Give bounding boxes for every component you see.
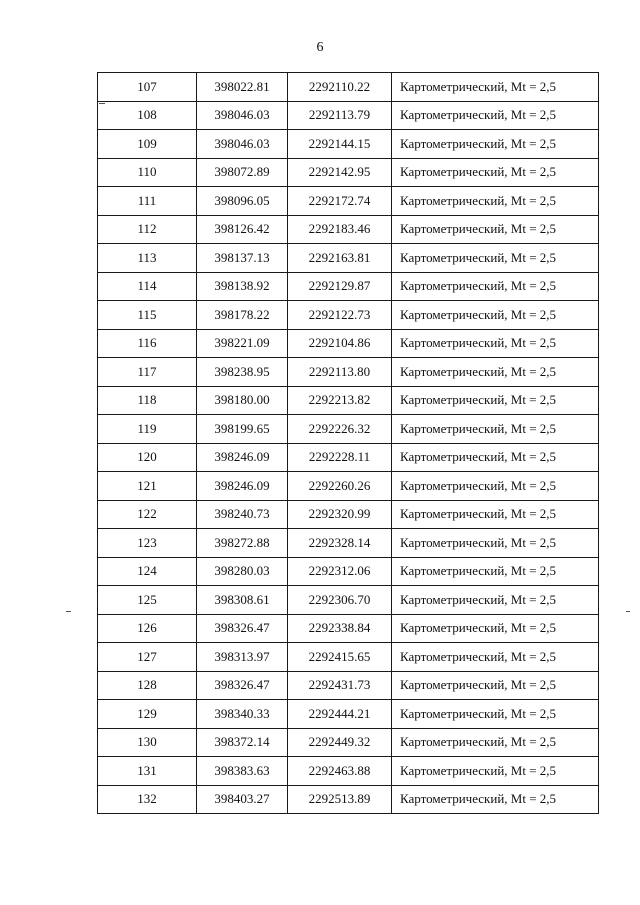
table-row [98, 472, 599, 501]
table-row [98, 101, 599, 130]
table-row [98, 614, 599, 643]
method-cell: Картометрический, Mt = 2,5 [392, 586, 599, 615]
table-row [98, 643, 599, 672]
table-row [98, 500, 599, 529]
y-coordinate-cell: 2292110.22 [288, 73, 392, 102]
point-number-cell: 109 [98, 130, 197, 159]
y-coordinate-cell: 2292213.82 [288, 386, 392, 415]
method-cell: Картометрический, Mt = 2,5 [392, 500, 599, 529]
point-number-cell: 126 [98, 614, 197, 643]
y-coordinate-cell: 2292172.74 [288, 187, 392, 216]
point-number-cell: 129 [98, 700, 197, 729]
y-coordinate-cell: 2292122.73 [288, 301, 392, 330]
table-row [98, 415, 599, 444]
table-row [98, 557, 599, 586]
x-coordinate-cell: 398138.92 [197, 272, 288, 301]
point-number-cell: 123 [98, 529, 197, 558]
point-number-cell: 111 [98, 187, 197, 216]
point-number-cell: 115 [98, 301, 197, 330]
table-row [98, 244, 599, 273]
method-cell: Картометрический, Mt = 2,5 [392, 73, 599, 102]
x-coordinate-cell: 398126.42 [197, 215, 288, 244]
method-cell: Картометрический, Mt = 2,5 [392, 529, 599, 558]
point-number-cell: 122 [98, 500, 197, 529]
point-number-cell: 114 [98, 272, 197, 301]
method-cell: Картометрический, Mt = 2,5 [392, 130, 599, 159]
method-cell: Картометрический, Mt = 2,5 [392, 158, 599, 187]
y-coordinate-cell: 2292513.89 [288, 785, 392, 814]
method-cell: Картометрический, Mt = 2,5 [392, 443, 599, 472]
point-number-cell: 112 [98, 215, 197, 244]
x-coordinate-cell: 398383.63 [197, 757, 288, 786]
x-coordinate-cell: 398280.03 [197, 557, 288, 586]
method-cell: Картометрический, Mt = 2,5 [392, 101, 599, 130]
table-row [98, 215, 599, 244]
table-row [98, 358, 599, 387]
point-number-cell: 108 [98, 101, 197, 130]
table-row [98, 386, 599, 415]
coordinates-table [97, 72, 599, 814]
table-row [98, 272, 599, 301]
table-row [98, 187, 599, 216]
x-coordinate-cell: 398096.05 [197, 187, 288, 216]
method-cell: Картометрический, Mt = 2,5 [392, 272, 599, 301]
y-coordinate-cell: 2292415.65 [288, 643, 392, 672]
method-cell: Картометрический, Mt = 2,5 [392, 386, 599, 415]
y-coordinate-cell: 2292228.11 [288, 443, 392, 472]
method-cell: Картометрический, Mt = 2,5 [392, 614, 599, 643]
x-coordinate-cell: 398340.33 [197, 700, 288, 729]
method-cell: Картометрический, Mt = 2,5 [392, 643, 599, 672]
point-number-cell: 121 [98, 472, 197, 501]
y-coordinate-cell: 2292431.73 [288, 671, 392, 700]
table-row [98, 586, 599, 615]
table-row [98, 700, 599, 729]
point-number-cell: 125 [98, 586, 197, 615]
x-coordinate-cell: 398308.61 [197, 586, 288, 615]
method-cell: Картометрический, Mt = 2,5 [392, 187, 599, 216]
x-coordinate-cell: 398240.73 [197, 500, 288, 529]
method-cell: Картометрический, Mt = 2,5 [392, 415, 599, 444]
method-cell: Картометрический, Mt = 2,5 [392, 700, 599, 729]
method-cell: Картометрический, Mt = 2,5 [392, 557, 599, 586]
y-coordinate-cell: 2292306.70 [288, 586, 392, 615]
point-number-cell: 131 [98, 757, 197, 786]
y-coordinate-cell: 2292338.84 [288, 614, 392, 643]
x-coordinate-cell: 398246.09 [197, 443, 288, 472]
table-row [98, 73, 599, 102]
point-number-cell: 127 [98, 643, 197, 672]
x-coordinate-cell: 398046.03 [197, 130, 288, 159]
table-row [98, 785, 599, 814]
method-cell: Картометрический, Mt = 2,5 [392, 785, 599, 814]
x-coordinate-cell: 398046.03 [197, 101, 288, 130]
point-number-cell: 118 [98, 386, 197, 415]
y-coordinate-cell: 2292320.99 [288, 500, 392, 529]
x-coordinate-cell: 398238.95 [197, 358, 288, 387]
y-coordinate-cell: 2292144.15 [288, 130, 392, 159]
method-cell: Картометрический, Mt = 2,5 [392, 244, 599, 273]
method-cell: Картометрический, Mt = 2,5 [392, 472, 599, 501]
y-coordinate-cell: 2292113.79 [288, 101, 392, 130]
method-cell: Картометрический, Mt = 2,5 [392, 358, 599, 387]
point-number-cell: 124 [98, 557, 197, 586]
x-coordinate-cell: 398221.09 [197, 329, 288, 358]
x-coordinate-cell: 398372.14 [197, 728, 288, 757]
coordinates-table-body [98, 73, 599, 814]
x-coordinate-cell: 398072.89 [197, 158, 288, 187]
y-coordinate-cell: 2292129.87 [288, 272, 392, 301]
method-cell: Картометрический, Mt = 2,5 [392, 301, 599, 330]
table-row [98, 130, 599, 159]
point-number-cell: 130 [98, 728, 197, 757]
x-coordinate-cell: 398180.00 [197, 386, 288, 415]
y-coordinate-cell: 2292113.80 [288, 358, 392, 387]
scan-mark [66, 611, 71, 612]
point-number-cell: 110 [98, 158, 197, 187]
point-number-cell: 117 [98, 358, 197, 387]
x-coordinate-cell: 398326.47 [197, 671, 288, 700]
point-number-cell: 116 [98, 329, 197, 358]
method-cell: Картометрический, Mt = 2,5 [392, 757, 599, 786]
x-coordinate-cell: 398022.81 [197, 73, 288, 102]
y-coordinate-cell: 2292142.95 [288, 158, 392, 187]
method-cell: Картометрический, Mt = 2,5 [392, 671, 599, 700]
table-row [98, 529, 599, 558]
y-coordinate-cell: 2292463.88 [288, 757, 392, 786]
x-coordinate-cell: 398272.88 [197, 529, 288, 558]
method-cell: Картометрический, Mt = 2,5 [392, 728, 599, 757]
method-cell: Картометрический, Mt = 2,5 [392, 215, 599, 244]
x-coordinate-cell: 398246.09 [197, 472, 288, 501]
table-row [98, 757, 599, 786]
point-number-cell: 128 [98, 671, 197, 700]
table-row [98, 671, 599, 700]
y-coordinate-cell: 2292226.32 [288, 415, 392, 444]
x-coordinate-cell: 398178.22 [197, 301, 288, 330]
y-coordinate-cell: 2292328.14 [288, 529, 392, 558]
point-number-cell: 113 [98, 244, 197, 273]
scan-mark [626, 611, 630, 612]
table-row [98, 301, 599, 330]
table-row [98, 443, 599, 472]
x-coordinate-cell: 398403.27 [197, 785, 288, 814]
y-coordinate-cell: 2292449.32 [288, 728, 392, 757]
method-cell: Картометрический, Mt = 2,5 [392, 329, 599, 358]
point-number-cell: 119 [98, 415, 197, 444]
page-number: 6 [316, 40, 324, 55]
table-row [98, 329, 599, 358]
y-coordinate-cell: 2292444.21 [288, 700, 392, 729]
y-coordinate-cell: 2292104.86 [288, 329, 392, 358]
x-coordinate-cell: 398199.65 [197, 415, 288, 444]
y-coordinate-cell: 2292163.81 [288, 244, 392, 273]
x-coordinate-cell: 398326.47 [197, 614, 288, 643]
x-coordinate-cell: 398313.97 [197, 643, 288, 672]
y-coordinate-cell: 2292312.06 [288, 557, 392, 586]
point-number-cell: 107 [98, 73, 197, 102]
scan-mark [99, 103, 105, 104]
point-number-cell: 132 [98, 785, 197, 814]
y-coordinate-cell: 2292183.46 [288, 215, 392, 244]
table-row [98, 158, 599, 187]
point-number-cell: 120 [98, 443, 197, 472]
y-coordinate-cell: 2292260.26 [288, 472, 392, 501]
x-coordinate-cell: 398137.13 [197, 244, 288, 273]
table-row [98, 728, 599, 757]
